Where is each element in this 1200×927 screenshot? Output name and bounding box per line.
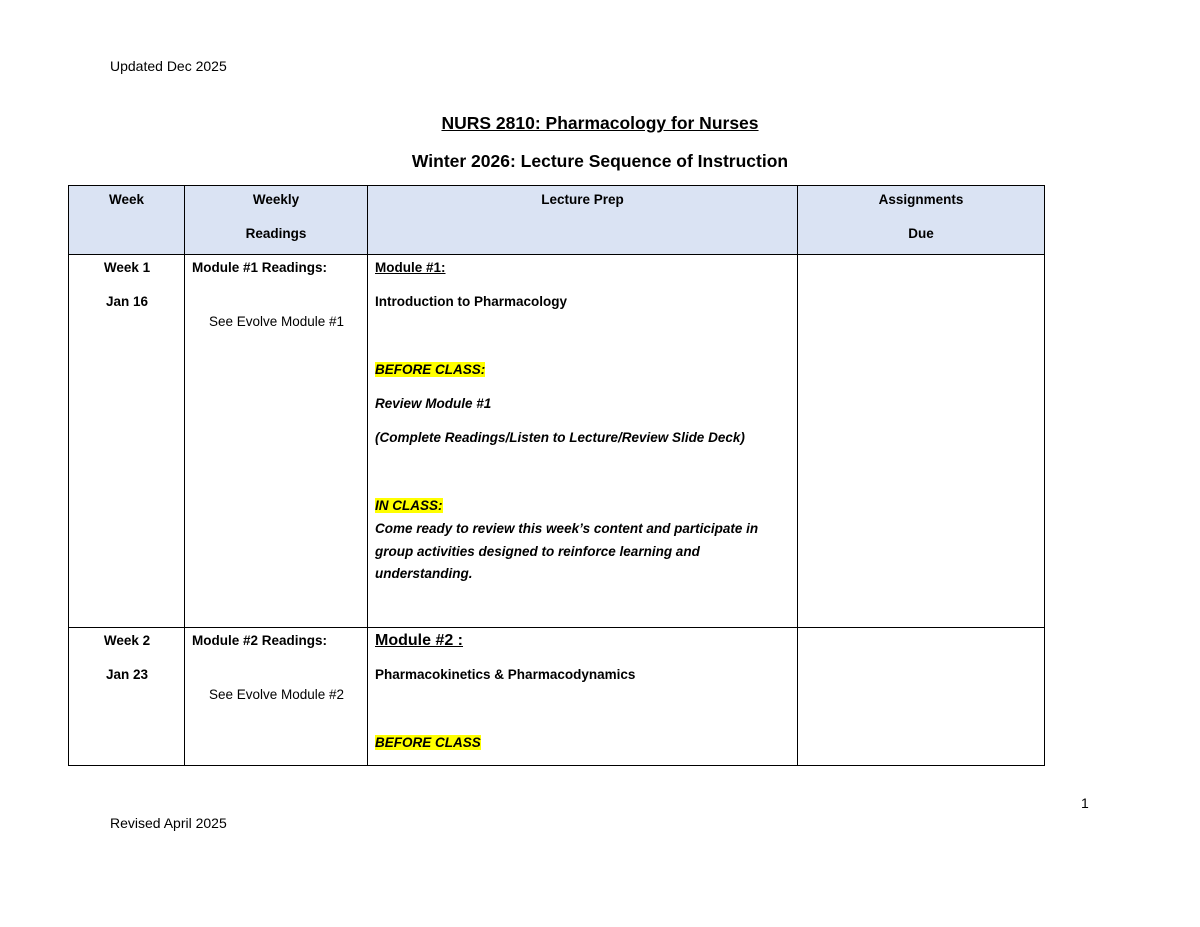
before-class-label: BEFORE CLASS: (375, 362, 486, 377)
week-date: Jan 16 (105, 294, 149, 309)
week-cell (69, 628, 185, 766)
lecture-prep-cell (368, 255, 798, 628)
page-number: 1 (1081, 795, 1089, 811)
module-topic: Introduction to Pharmacology (375, 294, 568, 309)
module-topic: Pharmacokinetics & Pharmacodynamics (375, 667, 636, 682)
before-class-detail: (Complete Readings/Listen to Lecture/Review Slide Deck) (375, 430, 745, 445)
in-class-label: IN CLASS: (375, 498, 443, 513)
header-lecture-prep: Lecture Prep (368, 186, 798, 255)
week-cell (69, 255, 185, 628)
header-assignments-due: Assignments Due (798, 186, 1045, 255)
week-date: Jan 23 (105, 667, 149, 682)
week-label: Week 2 (103, 633, 151, 648)
readings-title: Module #2 Readings: (192, 633, 328, 648)
assignments-cell (798, 255, 1045, 628)
table-header-row (69, 186, 1045, 255)
table-row (69, 255, 1045, 628)
readings-cell (185, 255, 368, 628)
assignments-cell (798, 628, 1045, 766)
readings-note: See Evolve Module #2 (208, 687, 345, 702)
header-weekly-readings: Weekly Readings (185, 186, 368, 255)
before-class-item: Review Module #1 (375, 396, 492, 411)
header-week: Week (69, 186, 185, 255)
module-title: Module #2 : (375, 632, 464, 649)
document-subtitle: Winter 2026: Lecture Sequence of Instruction (411, 151, 789, 171)
lecture-sequence-table (68, 185, 1045, 766)
document-title: NURS 2810: Pharmacology for Nurses (441, 113, 759, 133)
header-note: Updated Dec 2025 (110, 58, 227, 74)
in-class-text: Come ready to review this week’s content and participate in group activities designed to reinforce learning and understanding. (375, 521, 759, 581)
readings-title: Module #1 Readings: (192, 260, 328, 275)
lecture-prep-cell (368, 628, 798, 766)
footer-note: Revised April 2025 (110, 815, 227, 831)
week-label: Week 1 (103, 260, 151, 275)
before-class-label: BEFORE CLASS (375, 735, 481, 750)
readings-cell (185, 628, 368, 766)
module-title: Module #1: (375, 260, 446, 275)
table-row (69, 628, 1045, 766)
readings-note: See Evolve Module #1 (208, 314, 345, 329)
